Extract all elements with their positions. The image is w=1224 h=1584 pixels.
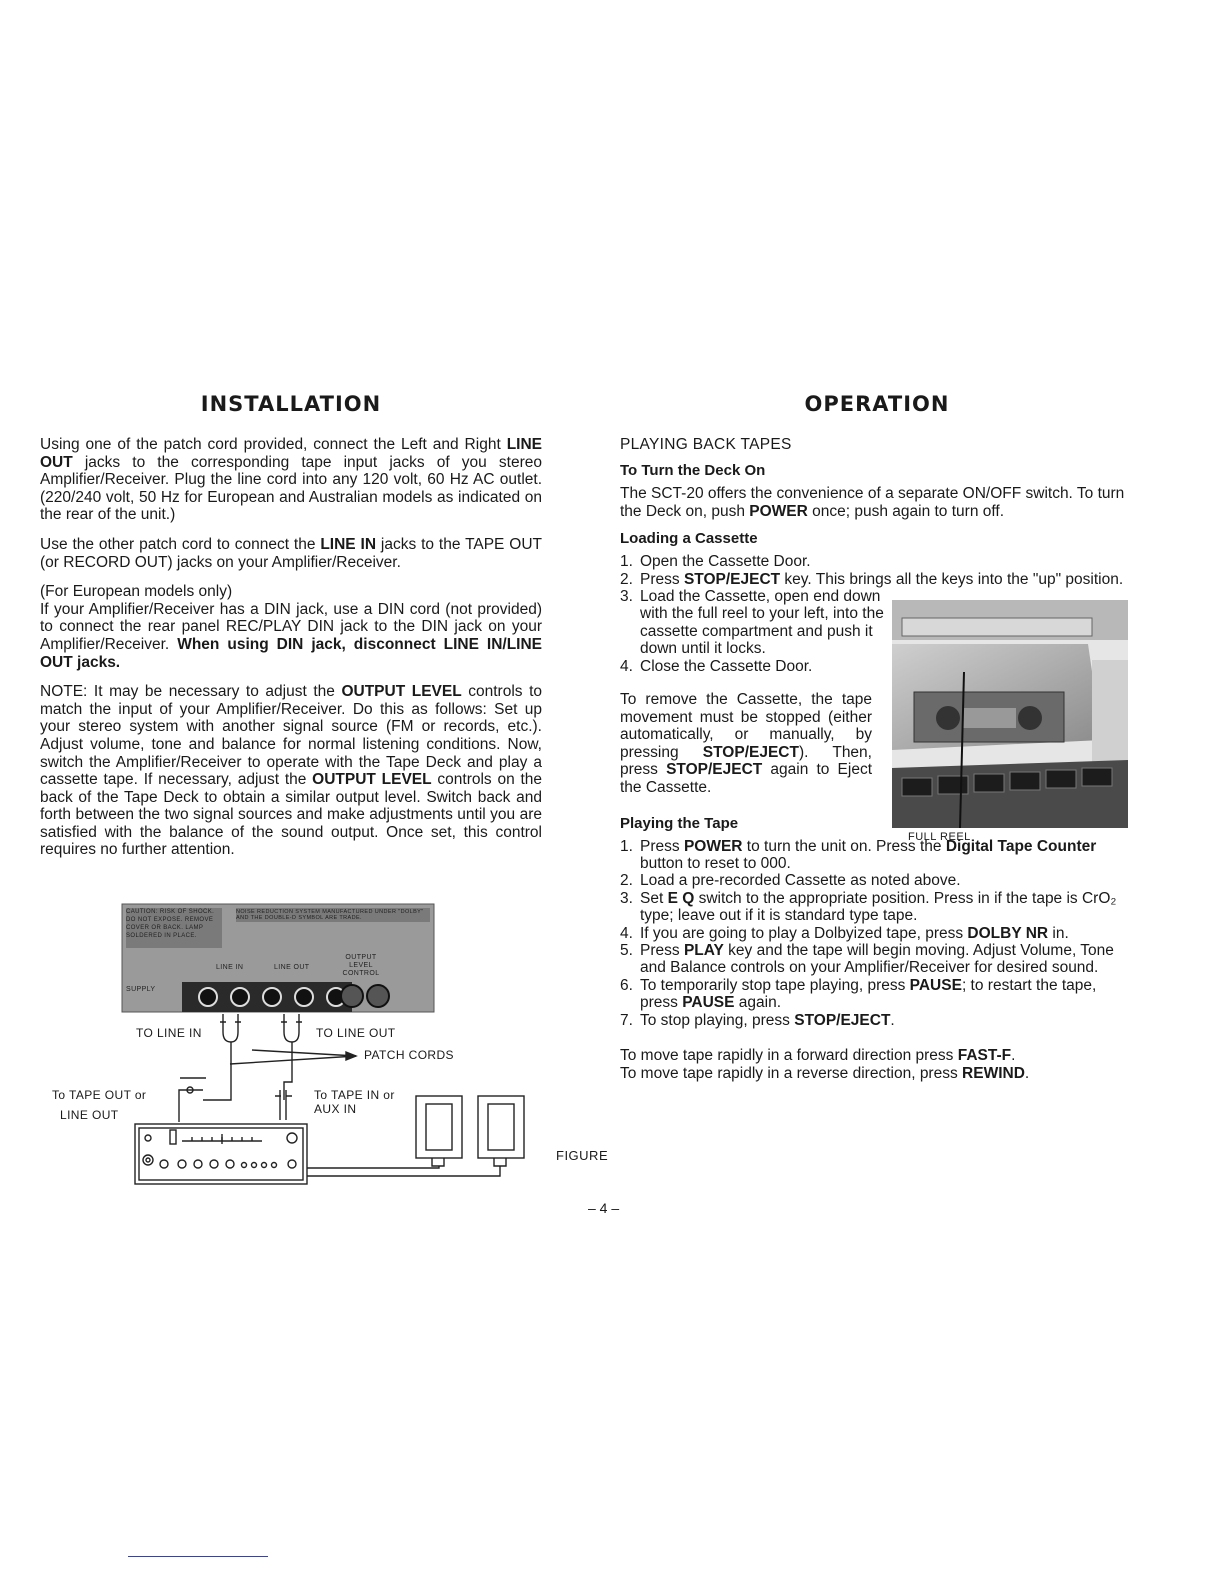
panel-line-in-label: LINE IN bbox=[216, 964, 244, 971]
panel-line-out-label: LINE OUT bbox=[274, 964, 310, 971]
installation-paragraph-1 bbox=[40, 436, 542, 524]
playing-step: 6. To temporarily stop tape playing, press PAUSE; to restart the tape, press PAUSE again. bbox=[620, 976, 1097, 1012]
installation-paragraph-3 bbox=[40, 601, 542, 671]
panel-output-level-label: OUTPUT LEVEL CONTROL bbox=[342, 954, 380, 977]
loading-step: 1. Open the Cassette Door. bbox=[620, 553, 811, 571]
playing-back-tapes-heading: PLAYING BACK TAPES bbox=[620, 436, 792, 453]
text: once; push again to turn off. bbox=[807, 502, 1004, 520]
cassette-deck-photo bbox=[892, 600, 1128, 828]
to-line-out-label: TO LINE OUT bbox=[316, 1026, 396, 1040]
remove-cassette-text: To remove the Cassette, the tape movement must be stopped (either automatically, or manually, by pressing STOP/EJECT). Then, press STOP/EJECT again to Eject the Cassette. bbox=[620, 691, 872, 796]
text: controls to match the input of your Amplifier/Receiver. Do this as follows: Set up your stereo system with another signal source (FM or records, etc.). Adjust volume, tone and balance for normal listening conditions. Now, switch the Amplifier/Receiver to operate with the Tape Deck and play a cassette tape. If necessary, adjust the bbox=[40, 683, 543, 789]
line-in-l-jack bbox=[199, 988, 217, 1006]
operation-title: OPERATION bbox=[804, 392, 950, 416]
bold-text: LINE OUT bbox=[40, 436, 542, 471]
line-out-r-jack bbox=[295, 988, 313, 1006]
text: jacks to the corresponding tape input jacks of you stereo Amplifier/Receiver. Plug the line cord into any 120 volt, 60 Hz AC outlet. (220/240 volt, 50 Hz for European and Australian models as indicated on the rear of the unit.) bbox=[40, 453, 542, 524]
panel-dolby-text: NOISE REDUCTION SYSTEM MANUFACTURED UNDER "DOLBY" AND THE DOUBLE-D SYMBOL ARE TRADE. bbox=[236, 909, 424, 921]
bold-text: OUTPUT LEVEL bbox=[341, 683, 462, 701]
patch-cords-label: PATCH CORDS bbox=[364, 1048, 454, 1062]
loading-step: 4. Close the Cassette Door. bbox=[620, 657, 813, 675]
output-level-knob-l bbox=[341, 985, 363, 1007]
connection-diagram bbox=[40, 898, 540, 1198]
european-models-title: (For European models only) bbox=[40, 583, 233, 601]
playing-step: 4. If you are going to play a Dolbyized tape, press DOLBY NR in. bbox=[620, 924, 1069, 942]
text: jacks to the TAPE OUT (or RECORD OUT) jacks on your Amplifier/Receiver. bbox=[40, 535, 542, 571]
rewind-text: To move tape rapidly in a reverse direction, press REWIND. bbox=[620, 1064, 1030, 1082]
to-line-in-label: TO LINE IN bbox=[136, 1026, 202, 1040]
installation-paragraph-2 bbox=[40, 536, 542, 571]
line-out-label: LINE OUT bbox=[60, 1108, 119, 1122]
turn-on-text bbox=[620, 485, 1134, 520]
to-tape-in-label: To TAPE IN or bbox=[314, 1088, 395, 1102]
bold-text: LINE IN bbox=[320, 535, 377, 553]
fast-forward-text: To move tape rapidly in a forward direction press FAST-F. bbox=[620, 1047, 1016, 1065]
installation-column bbox=[40, 392, 542, 859]
text: controls on the back of the Tape Deck to obtain a similar output level. Switch back and forth between the two signal sources and make adjustments until you are satisfied with the balance of the sound output. Once set, this control requires no further attention. bbox=[40, 771, 543, 859]
full-reel-label: FULL REEL bbox=[908, 831, 971, 843]
text: The SCT-20 offers the convenience of a separate ON/OFF switch. To turn the Deck on, push bbox=[620, 485, 1125, 520]
text: If your Amplifier/Receiver has a DIN jack, use a DIN cord (not provided) to connect the rear panel REC/PLAY DIN jack to the DIN jack on your Amplifier/Receiver. bbox=[40, 600, 542, 653]
text: Using one of the patch cord provided, connect the Left and Right bbox=[40, 436, 507, 453]
bold-text: POWER bbox=[749, 502, 808, 520]
panel-warning-text: CAUTION: RISK OF SHOCK. DO NOT EXPOSE. REMOVE COVER OR BACK. LAMP SOLDERED IN PLACE. bbox=[126, 909, 215, 939]
aux-in-label: AUX IN bbox=[314, 1102, 357, 1116]
playing-step: 7. To stop playing, press STOP/EJECT. bbox=[620, 1011, 895, 1029]
figure-label: FIGURE bbox=[556, 1148, 609, 1163]
line-in-r-jack bbox=[231, 988, 249, 1006]
text: Use the other patch cord to connect the bbox=[40, 535, 321, 553]
cassette-deck-drawing bbox=[892, 600, 1128, 828]
diagram-drawing bbox=[40, 898, 540, 1198]
turn-on-heading: To Turn the Deck On bbox=[620, 462, 766, 479]
installation-note bbox=[40, 683, 542, 859]
to-tape-out-label: To TAPE OUT or bbox=[52, 1088, 147, 1102]
bottom-rule bbox=[128, 1556, 268, 1557]
text: NOTE: It may be necessary to adjust the bbox=[40, 683, 342, 701]
loading-heading: Loading a Cassette bbox=[620, 530, 758, 548]
playing-step: 5. Press PLAY key and the tape will begin moving. Adjust Volume, Tone and Balance controls on your Amplifier/Receiver for desired sound. bbox=[620, 942, 1114, 977]
output-level-knob-r bbox=[367, 985, 389, 1007]
playing-step: 3. Set E Q switch to the appropriate position. Press in if the tape is CrO₂ type; leave out if it is standard type tape. bbox=[620, 889, 1117, 925]
line-out-l-jack bbox=[263, 988, 281, 1006]
playing-step: 2. Load a pre-recorded Cassette as noted above. bbox=[620, 872, 961, 890]
panel-supply-label: SUPPLY bbox=[126, 986, 156, 993]
installation-title: INSTALLATION bbox=[200, 392, 382, 416]
playing-heading: Playing the Tape bbox=[620, 814, 739, 832]
bold-text: OUTPUT LEVEL bbox=[312, 771, 432, 789]
bold-text: When using DIN jack, disconnect LINE IN/LINE OUT jacks. bbox=[40, 635, 543, 671]
loading-step: 2. Press STOP/EJECT key. This brings all the keys into the "up" position. bbox=[620, 570, 1124, 588]
loading-step: 3. Load the Cassette, open end down with the full reel to your left, into the cassette compartment and push it down until it locks. bbox=[620, 588, 884, 658]
page-number: – 4 – bbox=[588, 1200, 620, 1216]
playing-steps bbox=[620, 838, 1134, 1029]
playing-step: 1. Press POWER to turn the unit on. Press the Digital Tape Counter button to reset to 000. bbox=[620, 837, 1097, 872]
